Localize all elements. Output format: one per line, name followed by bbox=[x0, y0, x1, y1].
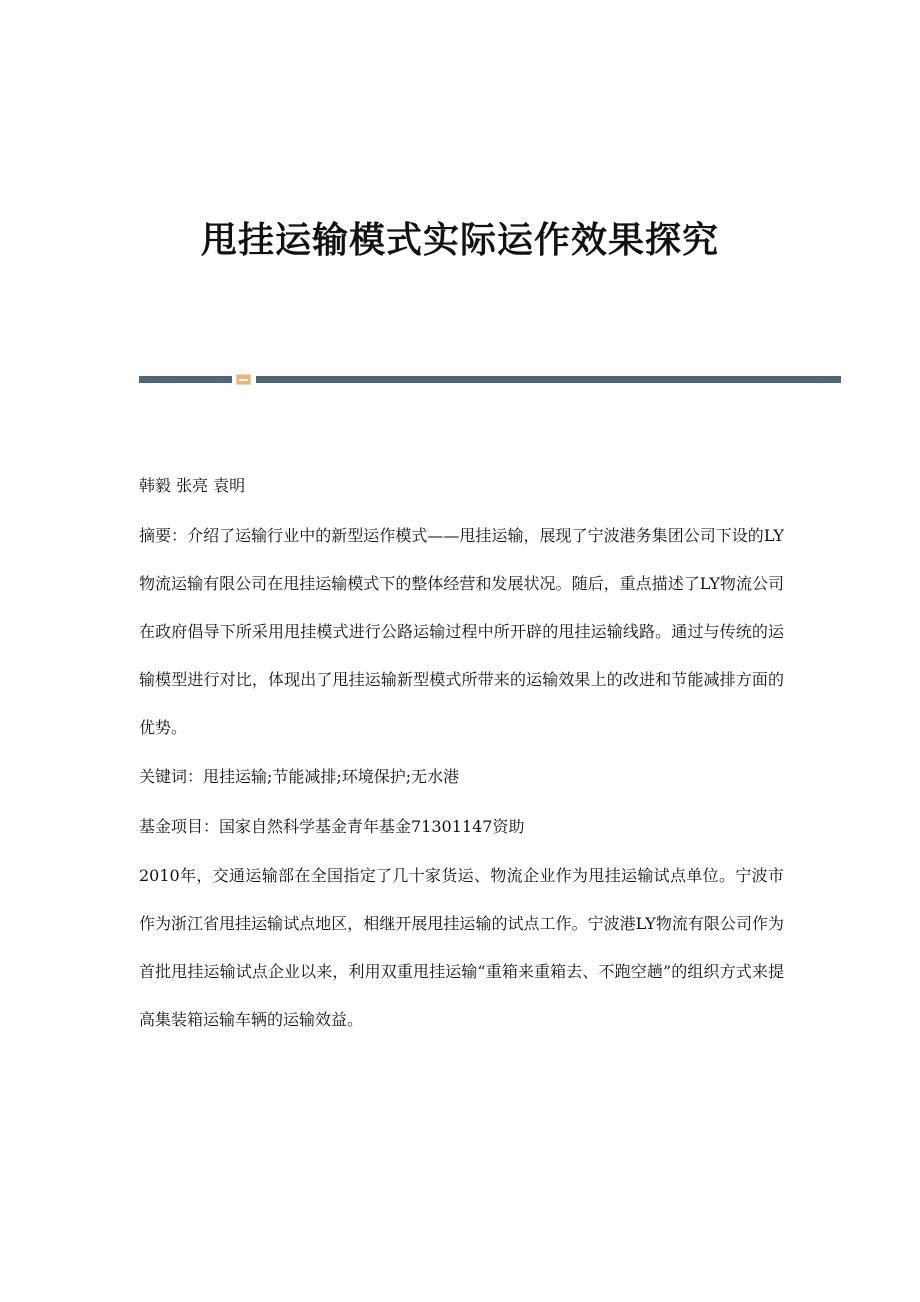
intro-paragraph: 2010年，交通运输部在全国指定了几十家货运、物流企业作为甩挂运输试点单位。宁波市作为浙江省甩挂运输试点地区，相继开展甩挂运输的试点工作。宁波港LY物流有限公司作为首批甩挂运输试点企业以来，利用双重甩挂运输“重箱来重箱去、不跑空趟”的组织方式来提高集装箱运输车辆的运输效益。 bbox=[139, 866, 784, 1029]
title-divider bbox=[139, 372, 841, 386]
divider-ornament-icon bbox=[236, 374, 251, 385]
funding-line: 基金项目：国家自然科学基金青年基金71301147资助 bbox=[139, 817, 525, 836]
keywords-line: 关键词：甩挂运输;节能减排;环境保护;无水港 bbox=[139, 767, 460, 786]
page-title: 甩挂运输模式实际运作效果探究 bbox=[200, 219, 719, 261]
divider-bar-right bbox=[256, 376, 841, 383]
abstract-paragraph: 摘要：介绍了运输行业中的新型运作模式——甩挂运输，展现了宁波港务集团公司下设的LY物流运输有限公司在甩挂运输模式下的整体经营和发展状况。随后，重点描述了LY物流公司在政府倡导下所采用甩挂模式进行公路运输过程中所开辟的甩挂运输线路。通过与传统的运输模型进行对比，体现出了甩挂运输新型模式所带来的运输效果上的改进和节能减排方面的优势。 bbox=[139, 526, 784, 737]
divider-bar-left bbox=[139, 376, 232, 383]
article-body bbox=[139, 470, 784, 1044]
authors-line: 韩毅 张亮 袁明 bbox=[139, 476, 246, 495]
